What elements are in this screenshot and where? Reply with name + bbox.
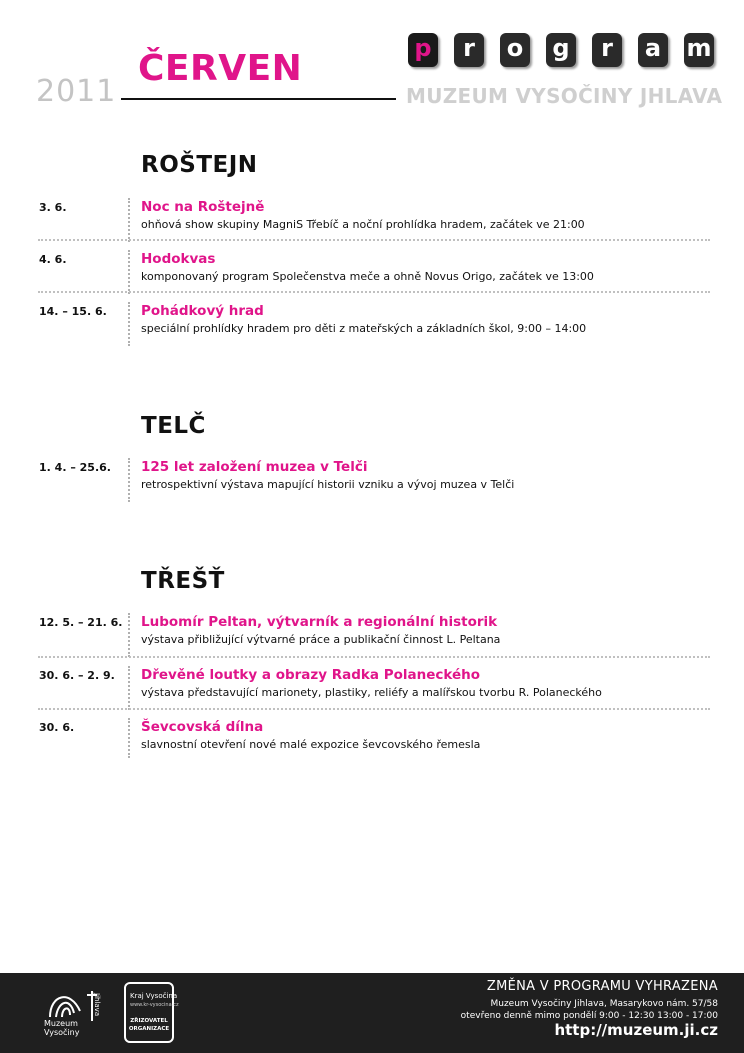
month-title: ČERVEN xyxy=(138,48,303,89)
logo-letter: r xyxy=(592,33,622,67)
logo-text-line: Muzeum xyxy=(44,1019,78,1028)
event-title: 125 let založení muzea v Telči xyxy=(141,459,368,475)
program-change-notice: ZMĚNA V PROGRAMU VYHRAZENA xyxy=(486,979,718,994)
event-title: Ševcovská dílna xyxy=(141,719,264,735)
year-label: 2011 xyxy=(36,74,117,109)
dotted-divider xyxy=(38,291,710,293)
vertical-divider xyxy=(128,250,130,294)
vertical-divider xyxy=(128,458,130,502)
logo-letter: p xyxy=(408,33,438,67)
logo-side-text: Jihlava xyxy=(93,993,101,1017)
logo-letter: m xyxy=(684,33,714,67)
event-description: komponovaný program Společenstva meče a ohně Novus Origo, začátek ve 13:00 xyxy=(141,270,594,283)
event-date: 1. 4. – 25.6. xyxy=(39,461,111,474)
vertical-divider xyxy=(128,666,130,710)
event-title: Lubomír Peltan, výtvarník a regionální historik xyxy=(141,614,498,630)
kraj-vysocina-badge xyxy=(124,982,179,1043)
event-date: 12. 5. – 21. 6. xyxy=(39,616,123,629)
header-underline xyxy=(121,98,396,100)
event-description: slavnostní otevření nové malé expozice ševcovského řemesla xyxy=(141,738,481,751)
event-description: výstava přibližující výtvarné práce a publikační činnost L. Peltana xyxy=(141,633,501,646)
kraj-name: Kraj Vysočina xyxy=(130,992,178,1000)
opening-hours: otevřeno denně mimo pondělí 9:00 - 12:30 13:00 - 17:00 xyxy=(460,1011,718,1021)
kraj-web: www.kr-vysocina.cz xyxy=(130,1002,179,1008)
program-logo xyxy=(408,33,720,69)
museum-name: MUZEUM VYSOČINY JHLAVA xyxy=(406,84,723,108)
kraj-role: ZŘIZOVATEL ORGANIZACE xyxy=(128,1018,170,1032)
logo-letter: r xyxy=(454,33,484,67)
event-date: 14. – 15. 6. xyxy=(39,305,107,318)
event-description: speciální prohlídky hradem pro děti z mateřských a základních škol, 9:00 – 14:00 xyxy=(141,322,587,335)
section-title-trest: TŘEŠŤ xyxy=(141,568,225,594)
vertical-divider xyxy=(128,302,130,346)
event-title: Dřevěné loutky a obrazy Radka Polaneckého xyxy=(141,667,481,683)
vertical-divider xyxy=(128,613,130,657)
logo-text-line: Vysočiny xyxy=(44,1028,80,1037)
dotted-divider xyxy=(38,708,710,710)
event-date: 30. 6. xyxy=(39,721,75,734)
footer xyxy=(0,973,744,1053)
website-link[interactable]: http://muzeum.ji.cz xyxy=(554,1021,718,1039)
event-description: ohňová show skupiny MagniS Třebíč a noční prohlídka hradem, začátek ve 21:00 xyxy=(141,218,585,231)
section-title-telc: TELČ xyxy=(141,413,206,439)
dotted-divider xyxy=(38,239,710,241)
vertical-divider xyxy=(128,198,130,242)
logo-letter: g xyxy=(546,33,576,67)
logo-letter: o xyxy=(500,33,530,67)
event-date: 3. 6. xyxy=(39,201,67,214)
dotted-divider xyxy=(38,656,710,658)
museum-logo-text xyxy=(44,1019,79,1037)
event-title: Noc na Roštejně xyxy=(141,199,265,215)
event-title: Pohádkový hrad xyxy=(141,303,264,319)
logo-letter: a xyxy=(638,33,668,67)
event-title: Hodokvas xyxy=(141,251,216,267)
event-date: 30. 6. – 2. 9. xyxy=(39,669,115,682)
event-description: výstava představující marionety, plastiky, reliéfy a malířskou tvorbu R. Polaneckého xyxy=(141,686,602,699)
vertical-divider xyxy=(128,718,130,758)
event-date: 4. 6. xyxy=(39,253,67,266)
museum-address: Muzeum Vysočiny Jihlava, Masarykovo nám. 57/58 xyxy=(490,999,718,1009)
event-description: retrospektivní výstava mapující historii vzniku a vývoj muzea v Telči xyxy=(141,478,515,491)
section-title-rostejn: ROŠTEJN xyxy=(141,152,258,178)
